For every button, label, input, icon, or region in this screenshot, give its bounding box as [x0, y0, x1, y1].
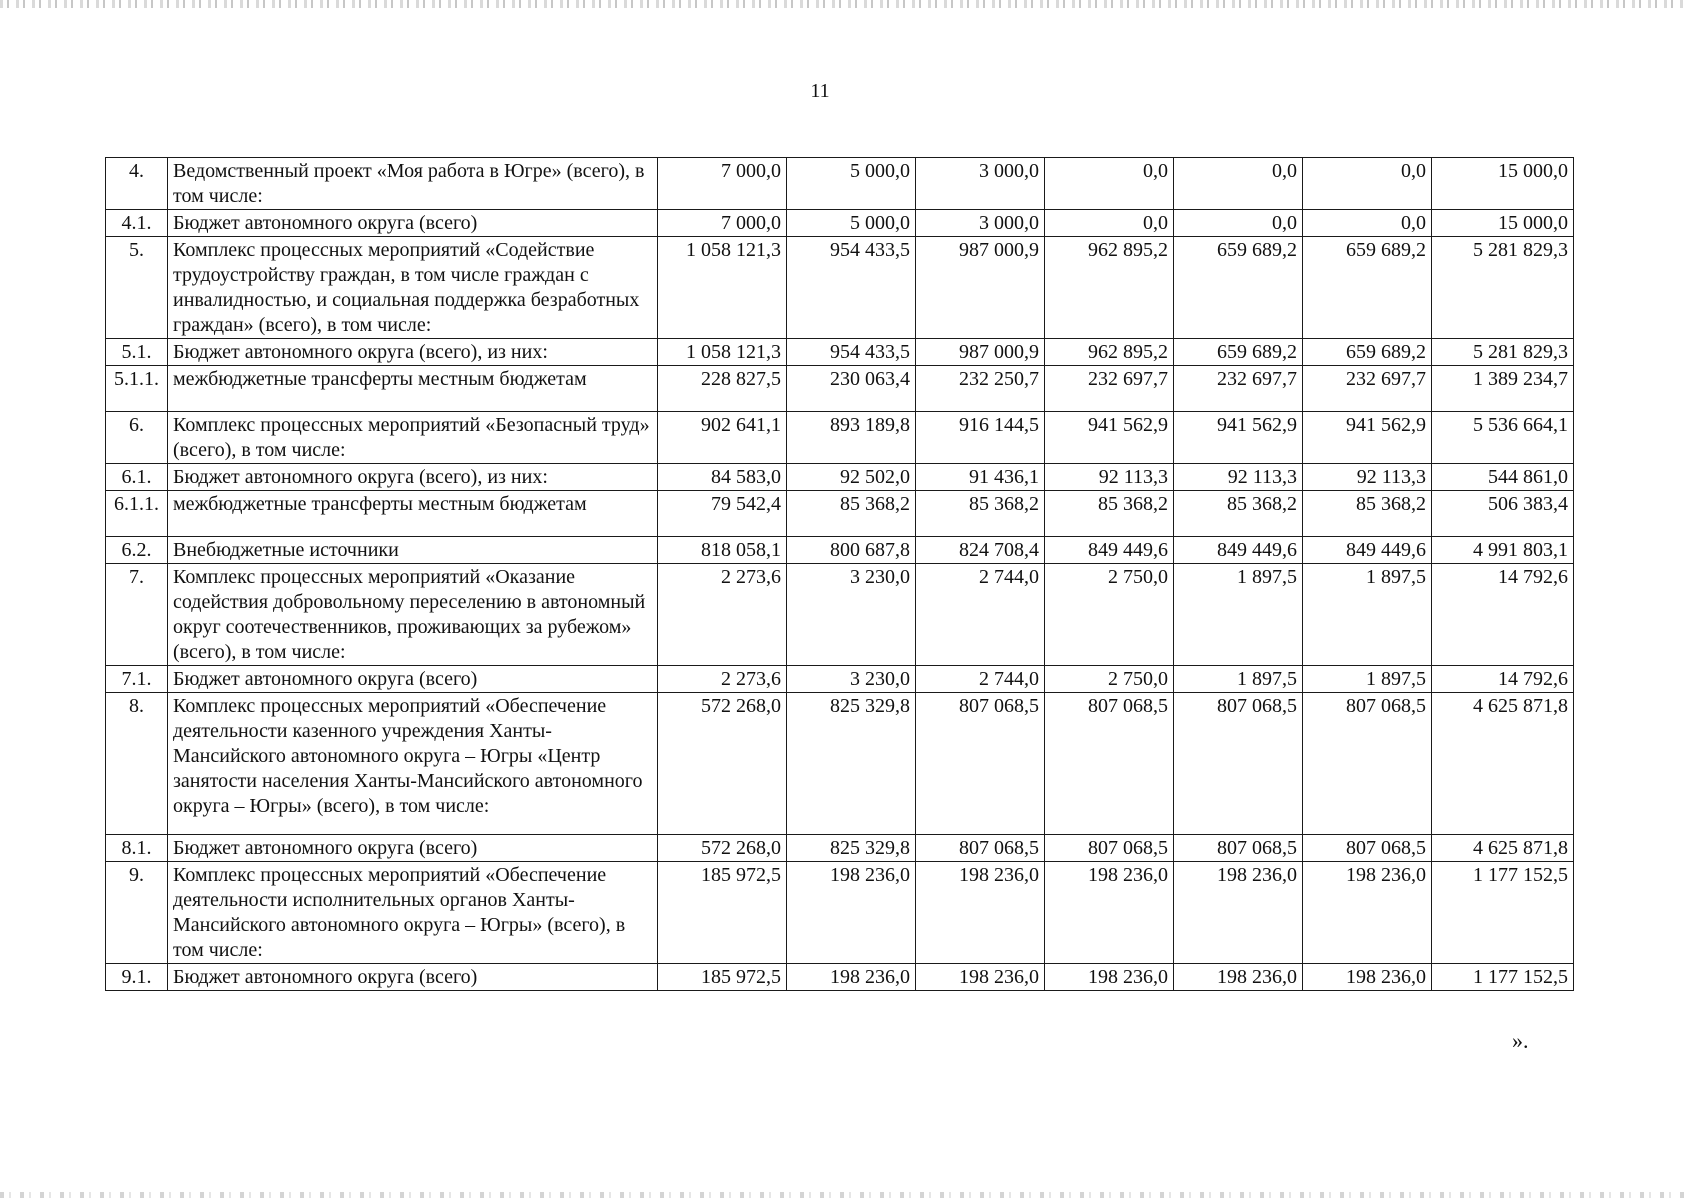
row-total-value: 14 792,6: [1432, 564, 1574, 666]
row-year-value: 0,0: [1303, 158, 1432, 210]
row-year-value: 954 433,5: [787, 339, 916, 366]
row-year-value: 893 189,8: [787, 412, 916, 464]
row-year-value: 92 113,3: [1174, 464, 1303, 491]
row-year-value: 185 972,5: [658, 862, 787, 964]
row-number: 6.: [106, 412, 168, 464]
row-year-value: 198 236,0: [1174, 862, 1303, 964]
row-name: Бюджет автономного округа (всего): [168, 210, 658, 237]
row-total-value: 1 177 152,5: [1432, 862, 1574, 964]
row-number: 7.1.: [106, 666, 168, 693]
row-year-value: 659 689,2: [1303, 339, 1432, 366]
row-year-value: 987 000,9: [916, 237, 1045, 339]
row-number: 6.2.: [106, 537, 168, 564]
row-year-value: 807 068,5: [1303, 693, 1432, 835]
row-year-value: 7 000,0: [658, 210, 787, 237]
row-number: 9.1.: [106, 964, 168, 991]
row-year-value: 1 058 121,3: [658, 237, 787, 339]
row-total-value: 5 536 664,1: [1432, 412, 1574, 464]
row-year-value: 1 058 121,3: [658, 339, 787, 366]
row-number: 6.1.1.: [106, 491, 168, 537]
table-row: [106, 693, 1574, 835]
row-year-value: 659 689,2: [1174, 237, 1303, 339]
table-row: [106, 862, 1574, 964]
row-total-value: 4 625 871,8: [1432, 835, 1574, 862]
row-year-value: 3 000,0: [916, 158, 1045, 210]
row-year-value: 941 562,9: [1045, 412, 1174, 464]
table-row: [106, 339, 1574, 366]
row-year-value: 2 750,0: [1045, 666, 1174, 693]
row-year-value: 572 268,0: [658, 835, 787, 862]
row-year-value: 92 113,3: [1045, 464, 1174, 491]
row-year-value: 232 697,7: [1303, 366, 1432, 412]
table-row: [106, 964, 1574, 991]
row-year-value: 232 697,7: [1174, 366, 1303, 412]
row-year-value: 954 433,5: [787, 237, 916, 339]
row-year-value: 198 236,0: [787, 964, 916, 991]
row-year-value: 0,0: [1045, 210, 1174, 237]
row-year-value: 84 583,0: [658, 464, 787, 491]
row-year-value: 85 368,2: [1303, 491, 1432, 537]
row-year-value: 807 068,5: [1045, 693, 1174, 835]
row-year-value: 825 329,8: [787, 835, 916, 862]
row-year-value: 818 058,1: [658, 537, 787, 564]
scan-edge-bottom: [0, 1192, 1686, 1198]
row-year-value: 807 068,5: [1045, 835, 1174, 862]
row-year-value: 198 236,0: [916, 862, 1045, 964]
row-year-value: 3 230,0: [787, 564, 916, 666]
row-year-value: 0,0: [1174, 158, 1303, 210]
closing-quote-mark: ».: [1512, 1028, 1529, 1053]
row-year-value: 92 113,3: [1303, 464, 1432, 491]
row-year-value: 228 827,5: [658, 366, 787, 412]
row-year-value: 198 236,0: [1045, 964, 1174, 991]
row-name: межбюджетные трансферты местным бюджетам: [168, 491, 658, 537]
row-year-value: 849 449,6: [1303, 537, 1432, 564]
row-name: Комплекс процессных мероприятий «Обеспечение деятельности казенного учреждения Ханты-Мансийского автономного округа – Югры «Центр занятости населения Ханты-Мансийского автономного округа – Югры» (всего), в том числе:: [168, 693, 658, 835]
row-year-value: 659 689,2: [1174, 339, 1303, 366]
row-number: 8.: [106, 693, 168, 835]
row-number: 5.: [106, 237, 168, 339]
row-year-value: 1 897,5: [1303, 564, 1432, 666]
row-year-value: 941 562,9: [1174, 412, 1303, 464]
row-year-value: 3 000,0: [916, 210, 1045, 237]
row-name: Бюджет автономного округа (всего): [168, 835, 658, 862]
row-total-value: 1 389 234,7: [1432, 366, 1574, 412]
row-number: 7.: [106, 564, 168, 666]
row-name: Комплекс процессных мероприятий «Оказание содействия добровольному переселению в автономный округ соотечественников, проживающих за рубежом» (всего), в том числе:: [168, 564, 658, 666]
row-year-value: 1 897,5: [1303, 666, 1432, 693]
row-name: Бюджет автономного округа (всего): [168, 666, 658, 693]
row-year-value: 198 236,0: [787, 862, 916, 964]
row-year-value: 5 000,0: [787, 158, 916, 210]
row-year-value: 198 236,0: [1303, 862, 1432, 964]
row-year-value: 5 000,0: [787, 210, 916, 237]
row-name: Бюджет автономного округа (всего), из них:: [168, 464, 658, 491]
row-year-value: 3 230,0: [787, 666, 916, 693]
row-year-value: 2 273,6: [658, 666, 787, 693]
row-year-value: 230 063,4: [787, 366, 916, 412]
row-year-value: 849 449,6: [1174, 537, 1303, 564]
row-year-value: 85 368,2: [916, 491, 1045, 537]
row-year-value: 962 895,2: [1045, 237, 1174, 339]
row-year-value: 807 068,5: [916, 835, 1045, 862]
row-total-value: 506 383,4: [1432, 491, 1574, 537]
row-number: 5.1.1.: [106, 366, 168, 412]
row-year-value: 92 502,0: [787, 464, 916, 491]
row-name: Ведомственный проект «Моя работа в Югре» (всего), в том числе:: [168, 158, 658, 210]
row-year-value: 85 368,2: [1045, 491, 1174, 537]
page-number: 11: [810, 80, 830, 102]
table-row: [106, 237, 1574, 339]
row-year-value: 0,0: [1174, 210, 1303, 237]
row-name: Комплекс процессных мероприятий «Обеспечение деятельности исполнительных органов Ханты-Мансийского автономного округа – Югры» (всего), в том числе:: [168, 862, 658, 964]
row-name: Комплекс процессных мероприятий «Безопасный труд» (всего), в том числе:: [168, 412, 658, 464]
row-total-value: 4 625 871,8: [1432, 693, 1574, 835]
row-year-value: 659 689,2: [1303, 237, 1432, 339]
table-row: [106, 491, 1574, 537]
row-year-value: 849 449,6: [1045, 537, 1174, 564]
row-year-value: 987 000,9: [916, 339, 1045, 366]
row-year-value: 824 708,4: [916, 537, 1045, 564]
budget-table: [105, 157, 1574, 991]
row-year-value: 2 750,0: [1045, 564, 1174, 666]
row-year-value: 198 236,0: [916, 964, 1045, 991]
row-year-value: 7 000,0: [658, 158, 787, 210]
row-year-value: 916 144,5: [916, 412, 1045, 464]
row-year-value: 962 895,2: [1045, 339, 1174, 366]
row-total-value: 5 281 829,3: [1432, 237, 1574, 339]
row-number: 8.1.: [106, 835, 168, 862]
row-year-value: 185 972,5: [658, 964, 787, 991]
row-number: 9.: [106, 862, 168, 964]
table-row: [106, 835, 1574, 862]
row-year-value: 2 744,0: [916, 564, 1045, 666]
row-name: Бюджет автономного округа (всего), из них:: [168, 339, 658, 366]
row-year-value: 800 687,8: [787, 537, 916, 564]
row-year-value: 2 273,6: [658, 564, 787, 666]
table-row: [106, 158, 1574, 210]
row-total-value: 5 281 829,3: [1432, 339, 1574, 366]
row-year-value: 0,0: [1045, 158, 1174, 210]
row-year-value: 198 236,0: [1174, 964, 1303, 991]
row-year-value: 1 897,5: [1174, 564, 1303, 666]
row-year-value: 572 268,0: [658, 693, 787, 835]
row-year-value: 232 697,7: [1045, 366, 1174, 412]
row-year-value: 0,0: [1303, 210, 1432, 237]
row-year-value: 2 744,0: [916, 666, 1045, 693]
row-total-value: 15 000,0: [1432, 158, 1574, 210]
row-year-value: 91 436,1: [916, 464, 1045, 491]
table-row: [106, 537, 1574, 564]
row-name: межбюджетные трансферты местным бюджетам: [168, 366, 658, 412]
row-total-value: 15 000,0: [1432, 210, 1574, 237]
row-year-value: 807 068,5: [1174, 835, 1303, 862]
row-name: Бюджет автономного округа (всего): [168, 964, 658, 991]
row-total-value: 14 792,6: [1432, 666, 1574, 693]
row-year-value: 85 368,2: [1174, 491, 1303, 537]
row-name: Внебюджетные источники: [168, 537, 658, 564]
row-year-value: 1 897,5: [1174, 666, 1303, 693]
row-year-value: 807 068,5: [1303, 835, 1432, 862]
row-year-value: 807 068,5: [1174, 693, 1303, 835]
table-row: [106, 464, 1574, 491]
row-total-value: 1 177 152,5: [1432, 964, 1574, 991]
scan-edge-top: [0, 0, 1686, 8]
row-year-value: 232 250,7: [916, 366, 1045, 412]
row-year-value: 941 562,9: [1303, 412, 1432, 464]
row-total-value: 4 991 803,1: [1432, 537, 1574, 564]
row-year-value: 902 641,1: [658, 412, 787, 464]
row-name: Комплекс процессных мероприятий «Содействие трудоустройству граждан, в том числе граждан с инвалидностью, и социальная поддержка безработных граждан» (всего), в том числе:: [168, 237, 658, 339]
row-year-value: 825 329,8: [787, 693, 916, 835]
table-row: [106, 412, 1574, 464]
row-number: 4.: [106, 158, 168, 210]
table-row: [106, 210, 1574, 237]
table-body: [106, 158, 1574, 991]
row-year-value: 85 368,2: [787, 491, 916, 537]
table-row: [106, 666, 1574, 693]
table-row: [106, 366, 1574, 412]
row-number: 4.1.: [106, 210, 168, 237]
row-number: 5.1.: [106, 339, 168, 366]
table-row: [106, 564, 1574, 666]
row-year-value: 79 542,4: [658, 491, 787, 537]
row-year-value: 198 236,0: [1303, 964, 1432, 991]
row-number: 6.1.: [106, 464, 168, 491]
row-year-value: 198 236,0: [1045, 862, 1174, 964]
row-total-value: 544 861,0: [1432, 464, 1574, 491]
row-year-value: 807 068,5: [916, 693, 1045, 835]
